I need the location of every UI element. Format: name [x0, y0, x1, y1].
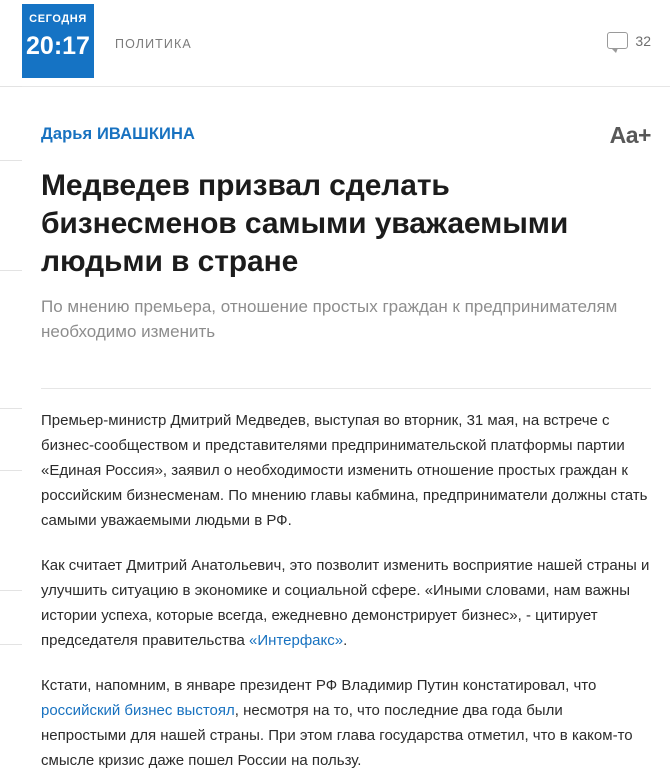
- article-paragraph: Премьер-министр Дмитрий Медведев, выступая во вторник, 31 мая, на встрече с бизнес-сообществом и представителями предпринимательской платформы партии «Единая Россия», заявил о необходимости изменить отношение простых граждан к российским бизнесменам. По мнению главы кабмина, предприниматели должны стать самыми уважаемыми людьми в РФ.: [41, 412, 648, 529]
- article-subhead: По мнению премьера, отношение простых граждан к предпринимателям необходимо изменить: [41, 297, 618, 341]
- inline-link[interactable]: «Интерфакс»: [249, 632, 344, 649]
- article-body: [41, 388, 651, 773]
- article-paragraph: Как считает Дмитрий Анатольевич, это позволит изменить восприятие нашей страны и улучшить ситуацию в экономике и социальной сфере. «Иными словами, нам важны истории успеха, которые всегда, ежедневно демонстрирует бизнес», - цитирует председателя правительства «Интерфакс».: [41, 557, 650, 649]
- left-rail: [0, 0, 22, 702]
- rail-divider: [0, 160, 22, 161]
- byline-row: [22, 122, 670, 151]
- comments-count: 32: [635, 32, 651, 49]
- comments-link[interactable]: [607, 32, 651, 49]
- rail-divider: [0, 644, 22, 645]
- page-title: Медведев призвал сделать бизнесменов самыми уважаемыми людьми в стране: [41, 169, 569, 278]
- rail-divider: [0, 270, 22, 271]
- author-link[interactable]: Дарья ИВАШКИНА: [41, 125, 195, 143]
- font-size-increase-button[interactable]: Aa+: [609, 122, 651, 148]
- date-badge-today-label: СЕГОДНЯ: [29, 13, 87, 25]
- article-paragraph: Кстати, напомним, в январе президент РФ Владимир Путин констатировал, что российский бизнес выстоял, несмотря на то, что последние два года были непростыми для нашей страны. При этом глава государства отметил, что в каком-то смысле кризис даже пошел России на пользу.: [41, 677, 633, 769]
- rubric-label[interactable]: ПОЛИТИКА: [115, 37, 192, 51]
- rail-divider: [0, 470, 22, 471]
- rail-divider: [0, 408, 22, 409]
- inline-link[interactable]: российский бизнес выстоял: [41, 702, 235, 719]
- article-header: [22, 0, 670, 87]
- date-time-badge: [22, 4, 94, 78]
- rail-divider: [0, 86, 22, 87]
- article-container: [22, 0, 670, 769]
- rail-divider: [0, 590, 22, 591]
- date-badge-time: 20:17: [26, 32, 90, 60]
- comment-bubble-icon: [607, 32, 628, 49]
